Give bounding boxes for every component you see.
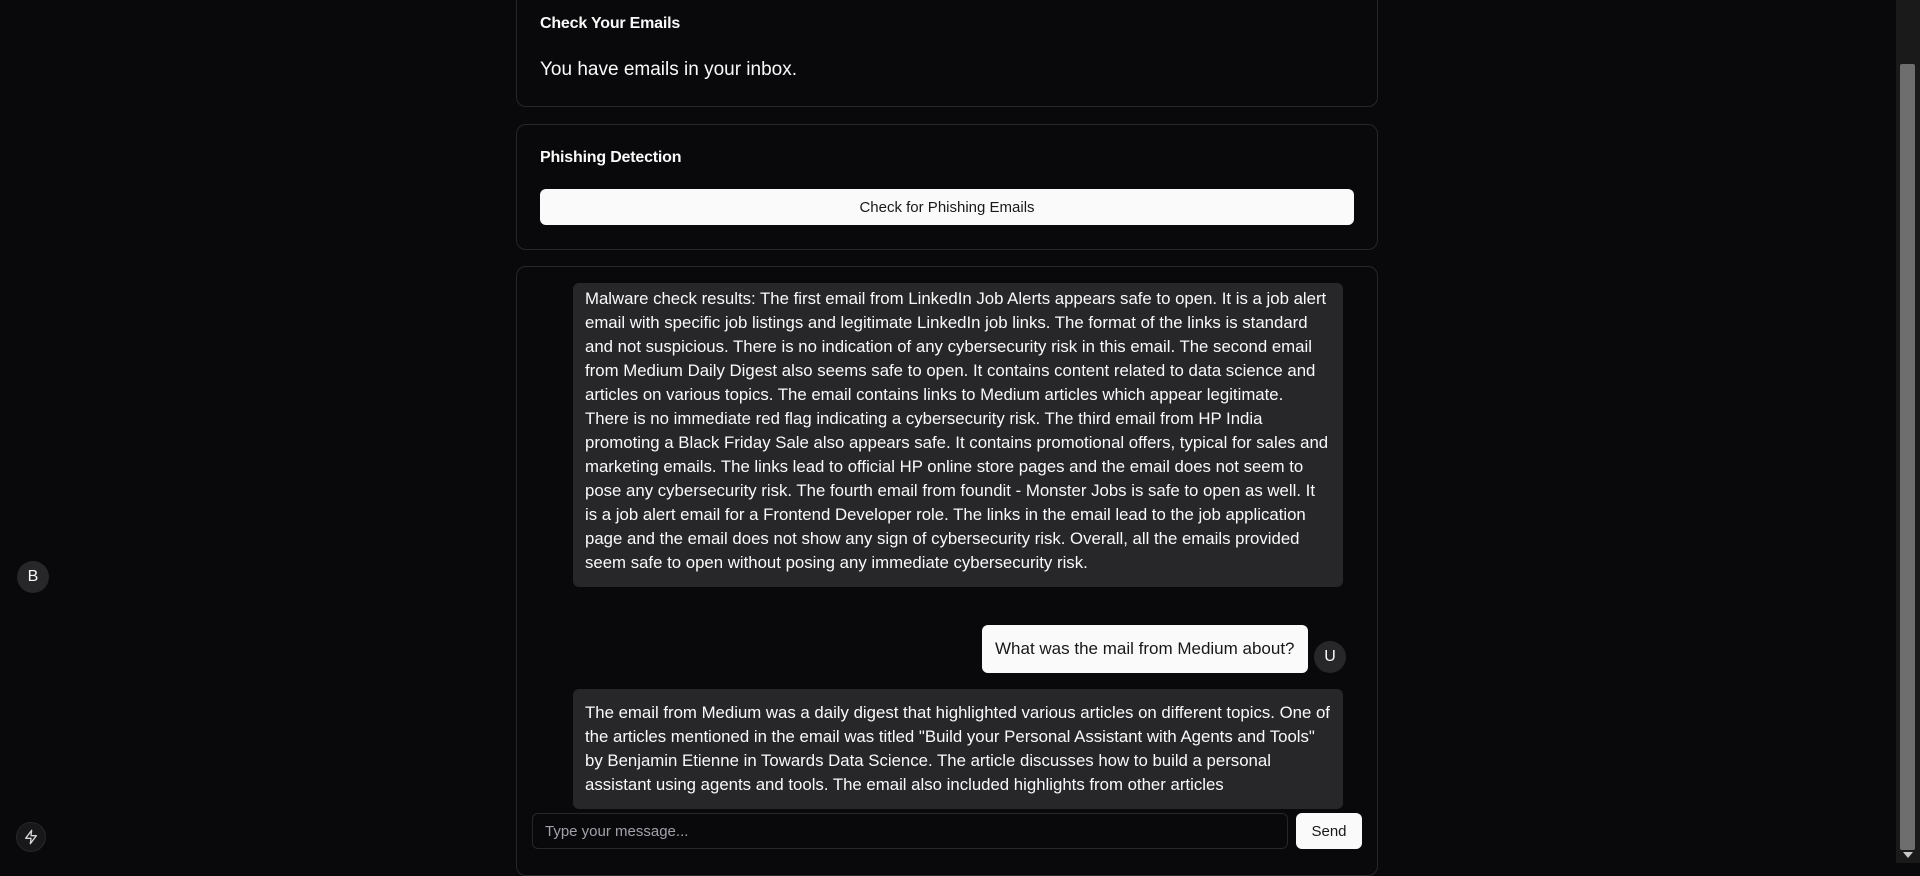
user-avatar: U — [1314, 641, 1346, 673]
check-phishing-button[interactable]: Check for Phishing Emails — [540, 189, 1354, 225]
message-input[interactable] — [532, 813, 1288, 849]
check-emails-card — [516, 0, 1378, 107]
bolt-icon — [23, 829, 39, 845]
chat-message-list[interactable] — [517, 283, 1377, 794]
floating-action-button[interactable] — [16, 822, 46, 852]
triangle-down-icon[interactable] — [1902, 850, 1914, 860]
bot-message: Malware check results: The first email from LinkedIn Job Alerts appears safe to open. It is a job alert email with specific job listings and legitimate LinkedIn job links. The format of the links is standard and not suspicious. There is no indication of any cybersecurity risk in this email. The second email from Medium Daily Digest also seems safe to open. It contains content related to data science and articles on various topics. The email contains links to Medium articles which appear legitimate. There is no immediate red flag indicating a cybersecurity risk. The third email from HP India promoting a Black Friday Sale also appears safe. It contains promotional offers, typical for sales and marketing emails. The links lead to official HP online store pages and the email does not seem to pose any cybersecurity risk. The fourth email from foundit - Monster Jobs is safe to open as well. It is a job alert email for a Frontend Developer role. The links in the email lead to the job application page and the email does not show any sign of cybersecurity risk. Overall, all the emails provided seem safe to open without posing any immediate cybersecurity risk. — [573, 283, 1343, 587]
bot-avatar: B — [17, 561, 49, 593]
bot-message: The email from Medium was a daily digest that highlighted various articles on different topics. One of the articles mentioned in the email was titled "Build your Personal Assistant with Agents and Tools" by Benjamin Etienne in Towards Data Science. The article discusses how to build a personal assistant using agents and tools. The email also included highlights from other articles — [573, 689, 1343, 809]
inbox-status-text: You have emails in your inbox. — [540, 59, 798, 80]
phishing-detection-title: Phishing Detection — [540, 149, 682, 166]
user-message: What was the mail from Medium about? — [982, 625, 1308, 673]
phishing-detection-card — [516, 124, 1378, 250]
send-button[interactable]: Send — [1296, 813, 1362, 849]
check-emails-title: Check Your Emails — [540, 15, 681, 32]
chat-card — [516, 266, 1378, 876]
page-scrollbar-thumb[interactable] — [1900, 64, 1915, 850]
